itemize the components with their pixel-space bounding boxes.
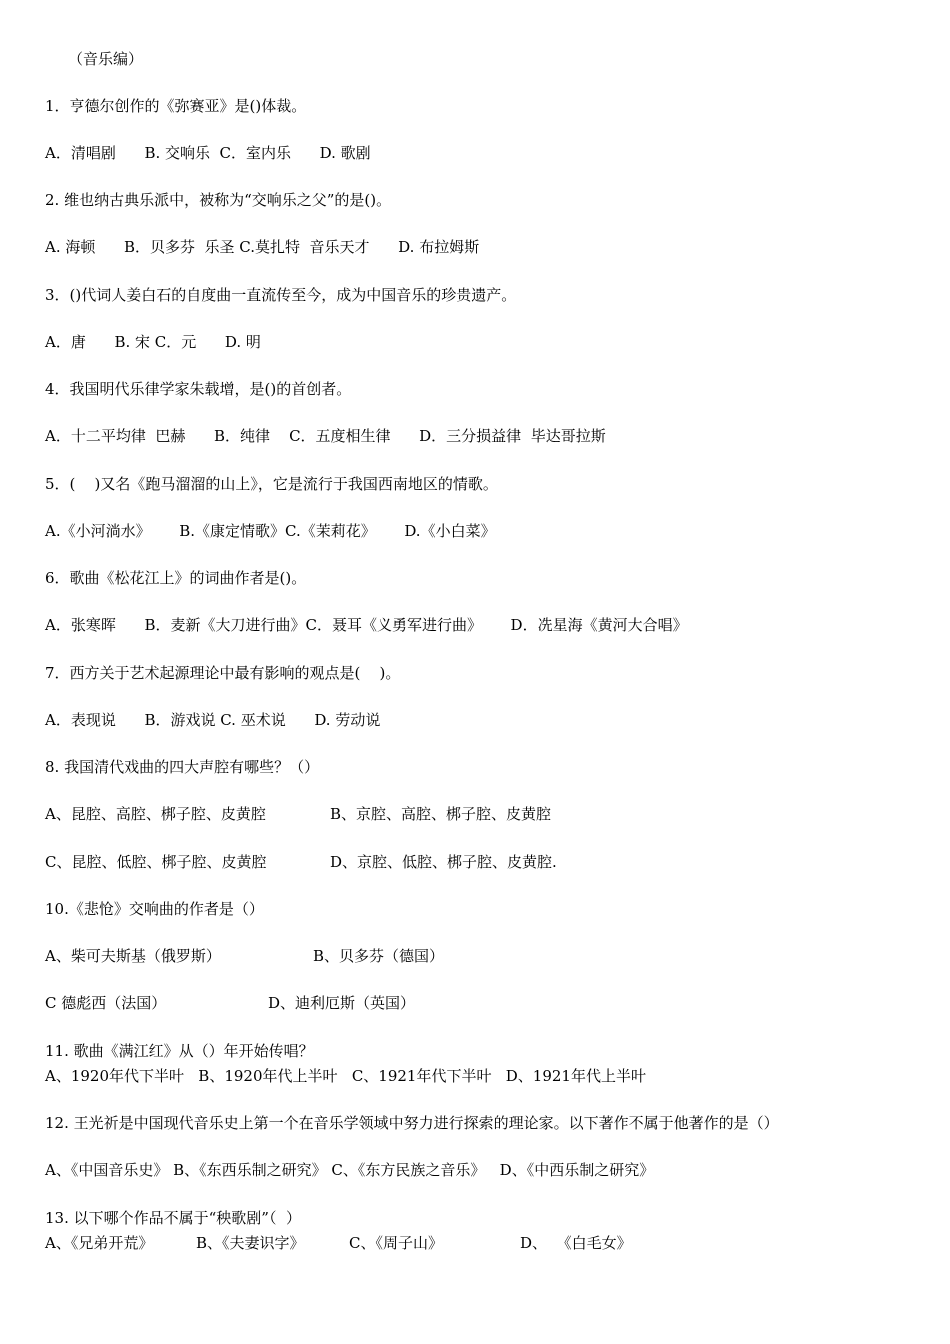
question-10-option-d: D、迪利厄斯（英国） [268, 994, 416, 1012]
question-8-option-d: D、京腔、低腔、梆子腔、皮黄腔. [330, 853, 557, 871]
question-7-options: A．表现说 B．游戏说 C. 巫术说 D. 劳动说 [45, 711, 381, 729]
question-1: 1．亨德尔创作的《弥赛亚》是()体裁。 [45, 97, 307, 115]
question-6-options: A．张寒晖 B．麦新《大刀进行曲》C．聂耳《义勇军进行曲》 D．冼星海《黄河大合唱》 [45, 616, 688, 634]
question-13-option-d: D、 《白毛女》 [520, 1234, 632, 1252]
question-5: 5．( )又名《跑马溜溜的山上》，它是流行于我国西南地区的情歌。 [45, 475, 498, 493]
question-3: 3．()代词人姜白石的自度曲一直流传至今，成为中国音乐的珍贵遗产。 [45, 286, 517, 304]
question-7: 7．西方关于艺术起源理论中最有影响的观点是( )。 [45, 664, 401, 682]
question-8-option-c: C、昆腔、低腔、梆子腔、皮黄腔 [45, 853, 267, 871]
question-10-option-c: C 德彪西（法国） [45, 994, 167, 1012]
question-12: 12. 王光祈是中国现代音乐史上第一个在音乐学领域中努力进行探索的理论家。以下著作不属于他著作的是（） [45, 1114, 779, 1132]
question-1-options: A．清唱剧 B. 交响乐 C．室内乐 D. 歌剧 [45, 144, 371, 162]
question-13-option-b: B、《夫妻识字》 [196, 1234, 305, 1252]
question-8: 8. 我国清代戏曲的四大声腔有哪些？（） [45, 758, 320, 776]
question-10-option-b: B、贝多芬（德国） [313, 947, 445, 965]
question-2-options: A. 海顿 B．贝多芬 乐圣 C.莫扎特 音乐天才 D. 布拉姆斯 [45, 238, 480, 256]
question-13-option-c: C、《周子山》 [349, 1234, 443, 1252]
question-10-option-a: A、柴可夫斯基（俄罗斯） [45, 947, 221, 965]
question-13: 13. 以下哪个作品不属于“秧歌剧”（ ） [45, 1209, 301, 1227]
question-11-options: A、1920年代下半叶 B、1920年代上半叶 C、1921年代下半叶 D、1921年代上半叶 [45, 1067, 646, 1085]
question-8-option-b: B、京腔、高腔、梆子腔、皮黄腔 [330, 805, 552, 823]
question-10: 10.《悲怆》交响曲的作者是（） [45, 900, 264, 918]
question-12-options: A、《中国音乐史》 B、《东西乐制之研究》 C、《东方民族之音乐》 D、《中西乐制之研究》 [45, 1161, 655, 1179]
question-4-options: A．十二平均律 巴赫 B．纯律 C．五度相生律 D．三分损益律 毕达哥拉斯 [45, 427, 606, 445]
section-header: （音乐编） [68, 50, 144, 68]
question-5-options: A.《小河淌水》 B.《康定情歌》C.《茉莉花》 D.《小白菜》 [45, 522, 496, 540]
question-4: 4．我国明代乐律学家朱载增，是()的首创者。 [45, 380, 352, 398]
question-8-option-a: A、昆腔、高腔、梆子腔、皮黄腔 [45, 805, 266, 823]
question-11: 11. 歌曲《满江红》从（）年开始传唱？ [45, 1042, 314, 1060]
question-6: 6．歌曲《松花江上》的词曲作者是()。 [45, 569, 307, 587]
question-3-options: A．唐 B. 宋 C．元 D. 明 [45, 333, 261, 351]
question-2: 2. 维也纳古典乐派中，被称为“交响乐之父”的是()。 [45, 191, 392, 209]
question-13-option-a: A、《兄弟开荒》 [45, 1234, 154, 1252]
